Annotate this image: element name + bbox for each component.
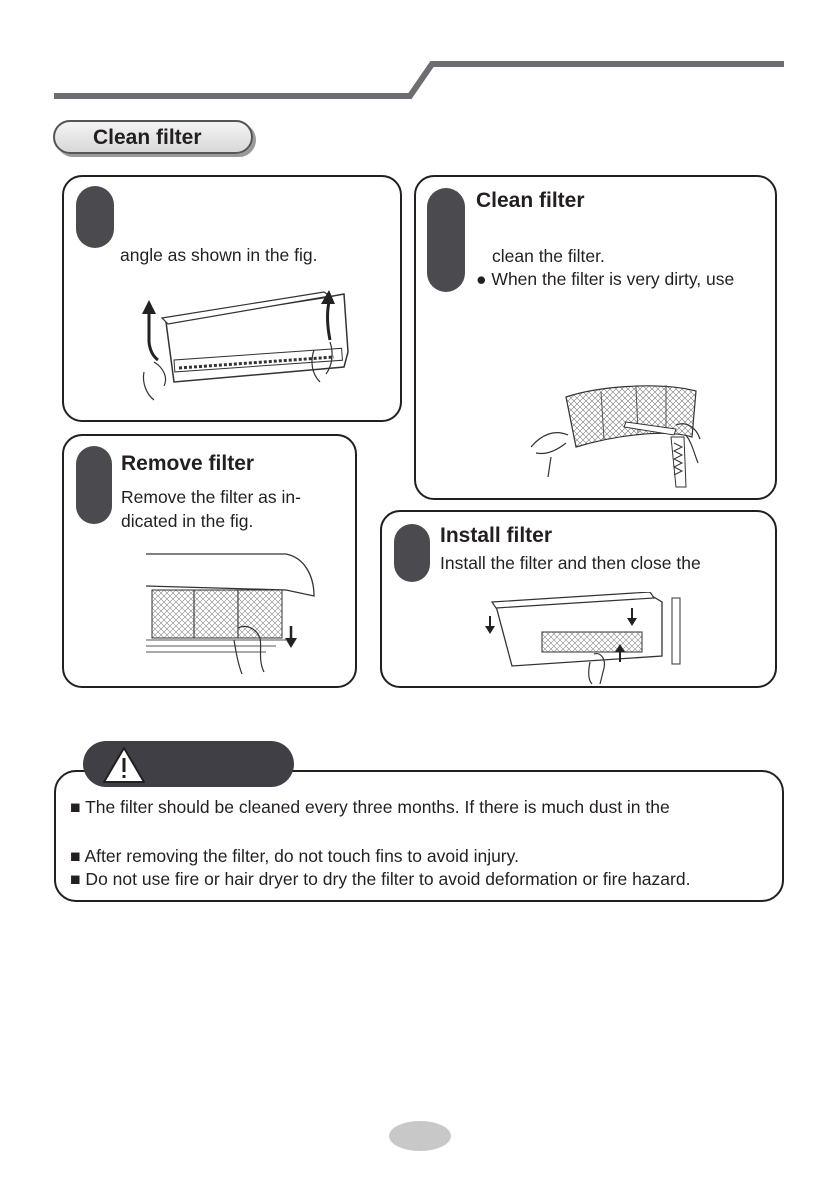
remove-filter-text-2: dicated in the fig.	[121, 511, 254, 531]
page-number-marker	[389, 1121, 451, 1151]
step-badge	[394, 524, 430, 582]
install-filter-title: Install filter	[440, 524, 553, 547]
remove-filter-title: Remove filter	[121, 452, 255, 475]
caution-note-2: ■ After removing the filter, do not touch fins to avoid injury.	[70, 846, 519, 866]
remove-filter-text-1: Remove the filter as in-	[121, 487, 301, 507]
install-filter-text-1: Install the filter and then close the	[440, 553, 701, 573]
step-badge	[427, 188, 465, 292]
card-open-panel	[62, 175, 402, 422]
remove-filter-illustration	[146, 548, 321, 676]
card-clean-filter	[414, 175, 777, 500]
caution-note-3: ■ Do not use fire or hair dryer to dry the filter to avoid deformation or fire hazard.	[70, 869, 691, 889]
caution-note-1: ■ The filter should be cleaned every three months. If there is much dust in the	[70, 797, 670, 817]
warning-triangle-icon	[102, 746, 146, 784]
card-remove-filter	[62, 434, 357, 688]
clean-filter-title: Clean filter	[476, 189, 585, 212]
clean-filter-text-1: clean the filter.	[492, 246, 605, 266]
caution-tab	[83, 741, 294, 787]
section-title-tab	[53, 120, 253, 154]
header-rule	[0, 0, 839, 110]
open-panel-text: angle as shown in the fig.	[120, 245, 318, 265]
step-badge	[76, 446, 112, 524]
clean-filter-text-2: ● When the filter is very dirty, use	[476, 269, 735, 289]
clean-filter-illustration	[526, 377, 706, 497]
open-panel-illustration	[134, 282, 359, 407]
section-title: Clean filter	[93, 126, 202, 149]
step-badge	[76, 186, 114, 248]
install-filter-illustration	[482, 592, 692, 684]
caution-notes-box	[54, 770, 784, 902]
card-install-filter	[380, 510, 777, 688]
